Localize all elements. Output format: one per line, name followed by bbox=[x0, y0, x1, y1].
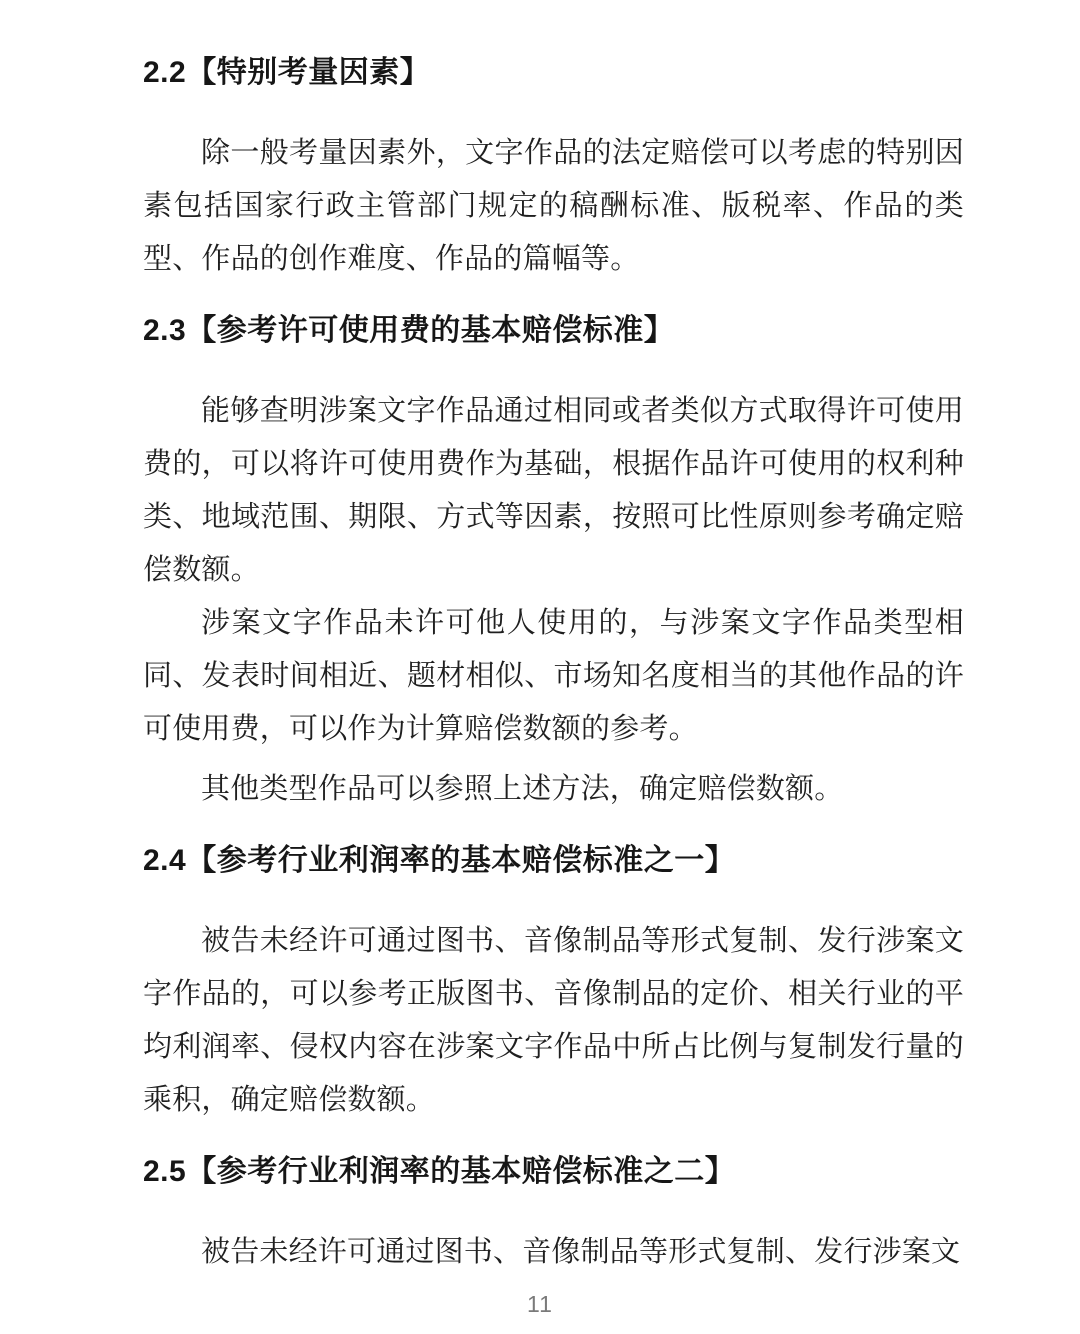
section-heading: 2.3【参考许可使用费的基本赔偿标准】 bbox=[143, 314, 675, 347]
paragraph: 被告未经许可通过图书、音像制品等形式复制、发行涉案文字作品的，可以参考正版图书、音像制品的定价、相关行业的平均利润率、侵权内容在涉案文字作品中所占比例与复制发行量的乘积，确定赔偿数额。 bbox=[143, 925, 964, 1116]
paragraph: 涉案文字作品未许可他人使用的，与涉案文字作品类型相同、发表时间相近、题材相似、市场知名度相当的其他作品的许可使用费，可以作为计算赔偿数额的参考。 bbox=[143, 607, 964, 745]
paragraph: 被告未经许可通过图书、音像制品等形式复制、发行涉案文 bbox=[201, 1236, 961, 1268]
paragraph: 除一般考量因素外，文字作品的法定赔偿可以考虑的特别因素包括国家行政主管部门规定的稿酬标准、版税率、作品的类型、作品的创作难度、作品的篇幅等。 bbox=[143, 137, 964, 275]
paragraph: 其他类型作品可以参照上述方法，确定赔偿数额。 bbox=[201, 773, 844, 805]
page-number: 11 bbox=[527, 1291, 553, 1317]
section-2-5 bbox=[143, 1151, 964, 1279]
paragraph: 能够查明涉案文字作品通过相同或者类似方式取得许可使用费的，可以将许可使用费作为基础，根据作品许可使用的权利种类、地域范围、期限、方式等因素，按照可比性原则参考确定赔偿数额。 bbox=[143, 395, 964, 586]
section-heading: 2.5【参考行业利润率的基本赔偿标准之二】 bbox=[143, 1155, 736, 1188]
section-2-4 bbox=[143, 840, 964, 1127]
section-heading: 2.4【参考行业利润率的基本赔偿标准之一】 bbox=[143, 844, 736, 877]
section-2-2 bbox=[143, 52, 964, 286]
section-heading: 2.2【特别考量因素】 bbox=[143, 56, 431, 89]
section-2-3 bbox=[143, 310, 964, 816]
